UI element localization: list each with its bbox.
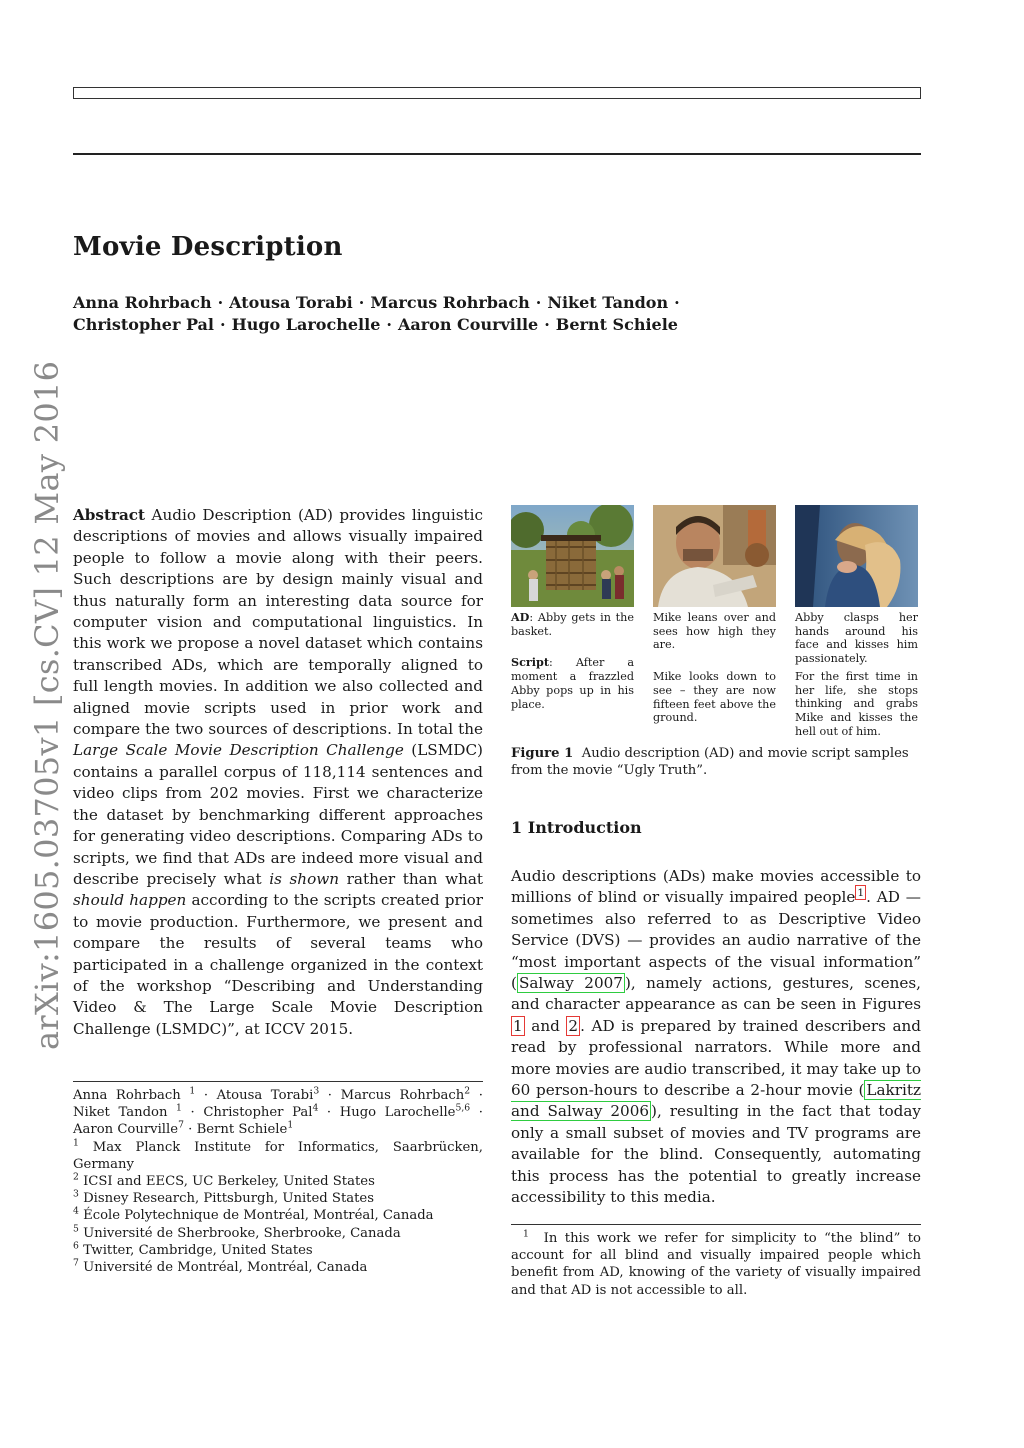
aff-author: Christopher Pal xyxy=(203,1105,313,1121)
author-separator: · xyxy=(544,315,550,334)
aff-author: Marcus Rohrbach xyxy=(340,1088,465,1103)
paper-title: Movie Description xyxy=(73,232,343,262)
aff-sup: 3 xyxy=(313,1085,320,1097)
footnote-rule xyxy=(511,1224,921,1225)
abstract-emphasis: Large Scale Movie Description Challenge xyxy=(73,741,404,760)
script-label: Script xyxy=(511,655,550,670)
section-heading-introduction: 1 Introduction xyxy=(511,818,642,837)
inst-num: 7 xyxy=(73,1257,79,1269)
figure-link-2[interactable]: 2 xyxy=(568,1016,579,1035)
figure-script-text: Mike looks down to see – they are now fifteen feet above the ground. xyxy=(653,670,776,725)
figure-ad-text: Abby clasps her hands around his face and kisses him passionately. xyxy=(795,611,918,666)
abstract-text: Audio Description (AD) provides linguistic descriptions of movies and allows visually impaired people to follow a movie along with their peers. Such descriptions are by design mainly visual and thus naturally form an interesting data source for computer vision and computational linguistics. In this work we propose a novel dataset which contains transcribed ADs, which are temporally aligned to full length movies. In addition we also collected and aligned movie scripts used in prior work and compare the two sources of descriptions. In total the xyxy=(73,506,484,739)
author-name: Marcus Rohrbach xyxy=(370,293,530,312)
citation-author: Lakritz and Salway xyxy=(511,1081,921,1121)
inst-text: Disney Research, Pittsburgh, United States xyxy=(83,1191,374,1207)
aff-sup: 4 xyxy=(312,1102,319,1114)
inst-text: Université de Montréal, Montréal, Canada xyxy=(83,1260,368,1276)
aff-author: Atousa Torabi xyxy=(216,1088,314,1103)
inst-num: 4 xyxy=(73,1206,79,1218)
footnote-number: 1 xyxy=(523,1228,529,1240)
caption-text: Audio description (AD) and movie script samples from the movie “Ugly Truth”. xyxy=(511,746,909,778)
figure-caption xyxy=(511,745,921,779)
footnote xyxy=(511,1230,921,1299)
author-name: Atousa Torabi xyxy=(229,293,353,312)
figure-ad-text: Mike leans over and sees how high they are. xyxy=(653,611,776,652)
abstract xyxy=(73,505,483,1040)
aff-author: Niket Tandon xyxy=(73,1105,168,1121)
inst-text: Université de Sherbrooke, Sherbrooke, Canada xyxy=(83,1225,401,1241)
affiliation-authors xyxy=(73,1087,483,1139)
intro-text: ), resulting in the fact that today only a small subset of movies and TV programs are available for the blind. Consequently, automating this process has the potential to greatly increase accessibility to this media. xyxy=(511,1102,921,1207)
abstract-text: according to the scripts created prior to movie production. Furthermore, we present and compare the results of several teams who participated in a challenge organized in the context of the workshop “Describing and Understanding Video & The Large Scale Movie Description Challenge (LSMDC)”, at ICCV 2015. xyxy=(73,891,483,1038)
author-name: Aaron Courville xyxy=(397,315,539,334)
abstract-emphasis: is shown xyxy=(269,869,340,888)
author-separator: · xyxy=(535,293,542,312)
header-rule xyxy=(73,153,921,155)
movie-frame-mike xyxy=(653,505,776,607)
author-name: Anna Rohrbach xyxy=(73,293,212,312)
institution xyxy=(73,1190,483,1207)
author-name: Christopher Pal xyxy=(73,315,214,334)
intro-text: . AD is prepared by trained describers and read by professional narrators. While more and more movies are audio transcribed, it may take up to 60 person-hours to describe a 2-hour movie ( xyxy=(511,1016,922,1100)
caption-label: Figure 1 xyxy=(511,746,574,761)
author-separator: · xyxy=(220,315,226,334)
author-separator: · xyxy=(327,1088,332,1103)
intro-text: ), namely actions, gestures, scenes, and character appearance as can be seen in Figures xyxy=(511,974,921,1014)
inst-num: 6 xyxy=(73,1240,79,1252)
author-separator: · xyxy=(478,1105,483,1121)
figure-column-3 xyxy=(795,505,918,738)
intro-text: . AD — sometimes also referred to as Descriptive Video Service (DVS) — provides an audio narrative of the “most important aspects of the visual information” ( xyxy=(511,888,921,993)
institution xyxy=(73,1173,483,1190)
aff-author: Hugo Larochelle xyxy=(339,1105,456,1121)
citation-year: 2006 xyxy=(610,1102,650,1121)
aff-sup: 5,6 xyxy=(455,1102,471,1114)
author-separator: · xyxy=(190,1105,195,1121)
abstract-text: (LSMDC) contains a parallel corpus of 118,114 sentences and video clips from 202 movies. First we characterize the dataset by benchmarking different approaches for generating video descriptions. Comparing ADs to scripts, we find that ADs are indeed more visual and describe precisely what xyxy=(73,741,483,888)
author-separator: · xyxy=(217,293,224,312)
aff-sup: 1 xyxy=(189,1085,196,1097)
author-separator: · xyxy=(326,1105,332,1121)
author-line-1 xyxy=(73,292,686,314)
aff-author: Bernt Schiele xyxy=(196,1122,288,1138)
author-name: Niket Tandon xyxy=(547,293,669,312)
abstract-label: Abstract xyxy=(73,506,146,524)
institution xyxy=(73,1259,483,1276)
figure-ad-text xyxy=(511,611,634,638)
inst-num: 3 xyxy=(73,1188,79,1200)
inst-text: École Polytechnique de Montréal, Montréal, Canada xyxy=(83,1208,434,1224)
figure-column-2 xyxy=(653,505,776,725)
figure-script-text xyxy=(511,656,634,711)
citation-link-salway[interactable] xyxy=(517,973,625,993)
inst-text: Max Planck Institute for Informatics, Saarbrücken, Germany xyxy=(73,1139,483,1172)
author-separator: · xyxy=(203,1088,209,1103)
author-separator: · xyxy=(358,293,365,312)
author-list xyxy=(73,292,686,336)
author-name: Bernt Schiele xyxy=(555,315,678,334)
aff-author: Anna Rohrbach xyxy=(73,1088,181,1103)
script-description: : After a moment a frazzled Abby pops up in his place. xyxy=(511,656,634,711)
aff-sup: 1 xyxy=(287,1120,294,1132)
intro-text: Audio descriptions (ADs) make movies accessible to millions of blind or visually impaired people xyxy=(511,867,921,907)
affiliations xyxy=(73,1087,483,1276)
ad-description: : Abby gets in the basket. xyxy=(511,611,634,638)
aff-sup: 2 xyxy=(464,1085,471,1097)
author-separator: · xyxy=(188,1122,193,1138)
introduction-paragraph xyxy=(511,866,921,1209)
aff-author: Aaron Courville xyxy=(73,1122,179,1138)
citation-year: 2007 xyxy=(584,974,623,993)
author-separator: · xyxy=(674,293,680,312)
figure-column-1 xyxy=(511,505,634,711)
author-separator: · xyxy=(386,315,392,334)
figure-link-1[interactable]: 1 xyxy=(513,1016,523,1035)
author-name: Hugo Larochelle xyxy=(231,315,381,334)
citation-author: Salway xyxy=(518,974,574,993)
inst-num: 5 xyxy=(73,1223,79,1235)
abstract-text: rather than what xyxy=(346,869,484,888)
footnote-text: In this work we refer for simplicity to “the blind” to account for all blind and visually impaired people which benefit from AD, knowing of the variety of visually impaired and that AD is not accessible to all. xyxy=(511,1231,921,1298)
header-box xyxy=(73,87,921,99)
ad-label: AD xyxy=(511,610,530,624)
intro-text: and xyxy=(531,1016,560,1035)
arxiv-identifier: arXiv:1605.03705v1 [cs.CV] 12 May 2016 xyxy=(28,360,66,1050)
aff-sup: 7 xyxy=(178,1120,184,1132)
abstract-emphasis: should happen xyxy=(73,891,187,910)
figure-script-text: For the first time in her life, she stops thinking and grabs Mike and kisses the hell out of him. xyxy=(795,669,918,738)
aff-sup: 1 xyxy=(176,1102,182,1114)
institution xyxy=(73,1242,483,1259)
inst-text: ICSI and EECS, UC Berkeley, United States xyxy=(83,1174,375,1190)
affiliation-rule xyxy=(73,1081,483,1082)
inst-text: Twitter, Cambridge, United States xyxy=(83,1242,313,1258)
inst-num: 2 xyxy=(73,1171,79,1183)
movie-frame-basket xyxy=(511,505,634,607)
footnote-link[interactable]: 1 xyxy=(857,886,865,900)
movie-frame-kiss xyxy=(795,505,918,607)
author-separator: · xyxy=(478,1088,483,1103)
inst-num: 1 xyxy=(73,1137,79,1149)
author-line-2 xyxy=(73,314,686,336)
institution xyxy=(73,1139,483,1173)
institution xyxy=(73,1225,483,1242)
institution xyxy=(73,1207,483,1224)
